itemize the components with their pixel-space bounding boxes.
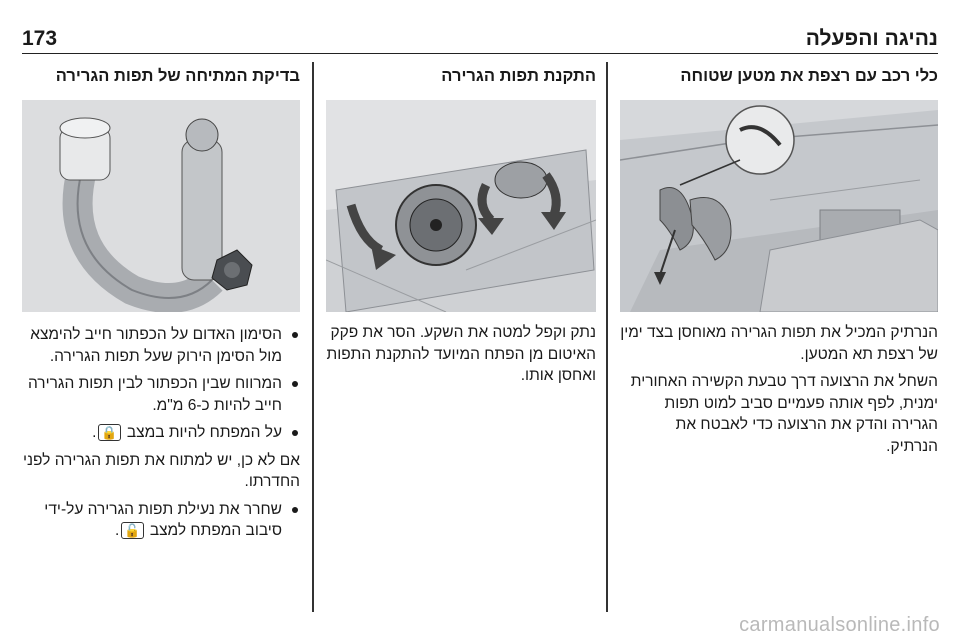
column-heading: בדיקת המתיחה של תפות הגרירה <box>55 67 300 85</box>
trunk-illustration <box>620 100 938 312</box>
column-flat-floor <box>620 62 938 457</box>
section-title: נהיגה והפעלה <box>805 27 938 50</box>
tension-note: אם לא כן, יש למתוח את תפות הגרירה לפני החדרתו. <box>22 451 300 490</box>
trunk-bag-drawing <box>620 100 938 312</box>
list-item: המרווח שבין הכפתור לבין תפות הגרירה חייב להיות כ-6 מ"מ. <box>22 373 300 416</box>
column-divider-right <box>606 62 608 612</box>
unlock-icon: 🔓 <box>121 522 143 539</box>
strap-paragraph: השחל את הרצועה דרך טבעת הקשירה האחורית ימנית, לפף אותה פעמיים סביב למוט תפות הגרירה והדק את הרצועה כדי לאבטח את הנרתיק. <box>630 373 938 455</box>
towbar-drawing <box>22 100 300 312</box>
bullet-icon <box>292 381 298 387</box>
storage-paragraph: הנרתיק המכיל את תפות הגרירה מאוחסן בצד ימין של רצפת תא המטען. <box>620 324 938 363</box>
bullet-icon <box>292 332 298 338</box>
towbar-illustration <box>22 100 300 312</box>
bullet-icon <box>292 430 298 436</box>
lock-icon: 🔒 <box>98 424 120 441</box>
column-install-towbar <box>326 62 596 387</box>
bullet-icon <box>292 507 298 513</box>
install-paragraph: נתק וקפל למטה את השקע. הסר את פקק האיטום מן הפתח המיועד להתקנת התפות ואחסן אותו. <box>326 324 596 384</box>
socket-illustration <box>326 100 596 312</box>
release-list <box>22 499 300 542</box>
column-heading: כלי רכב עם רצפת את מטען שטוחה <box>680 67 938 85</box>
socket-drawing <box>326 100 596 312</box>
page-number: 173 <box>22 27 58 50</box>
list-item: הסימון האדום על הכפתור חייב להימצא מול הסימן הירוק שעל תפות הגרירה. <box>22 324 300 367</box>
list-item: על המפתח להיות במצב 🔒. <box>22 422 300 444</box>
watermark: carmanualsonline.info <box>739 614 940 636</box>
tension-checklist <box>22 324 300 444</box>
list-item: שחרר את נעילת תפות הגרירה על-ידי סיבוב המפתח למצב 🔓. <box>22 499 300 542</box>
column-check-tension <box>22 62 300 548</box>
column-divider-left <box>312 62 314 612</box>
column-heading: התקנת תפות הגרירה <box>441 67 596 85</box>
page-header <box>22 26 938 54</box>
